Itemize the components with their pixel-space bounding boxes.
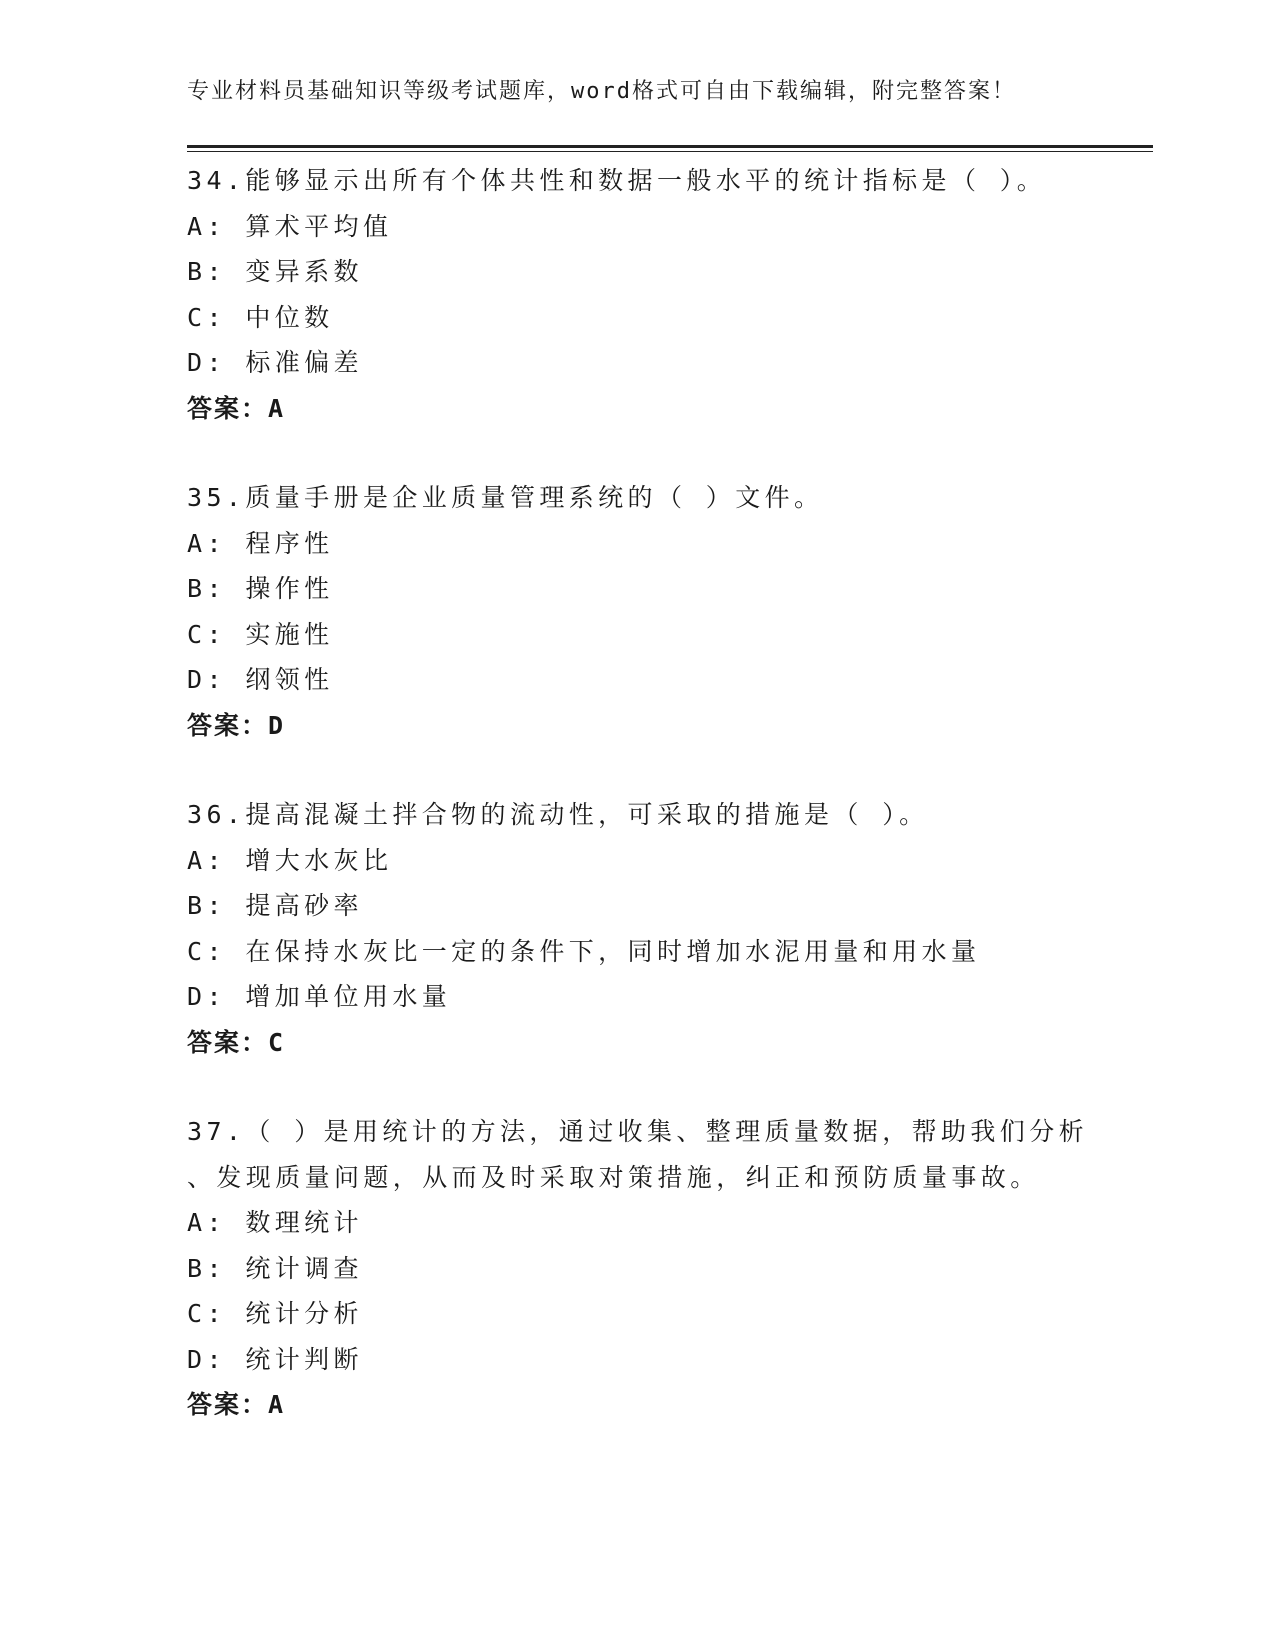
question-text-line-1: 37.（ ）是用统计的方法，通过收集、整理质量数据，帮助我们分析	[187, 1117, 1089, 1146]
option-b: B: 提高砂率	[187, 891, 363, 920]
option-a: A: 增大水灰比	[187, 845, 393, 875]
option-d: D: 增加单位用水量	[187, 982, 452, 1011]
option-d: D: 标准偏差	[187, 348, 363, 377]
page-header: 专业材料员基础知识等级考试题库，word格式可自由下载编辑，附完整答案！	[187, 79, 1016, 104]
option-b: B: 变异系数	[187, 257, 363, 286]
option-c: C: 在保持水灰比一定的条件下，同时增加水泥用量和用水量	[187, 936, 981, 966]
question-text: 35.质量手册是企业质量管理系统的（ ）文件。	[187, 483, 824, 512]
option-c: C: 实施性	[187, 619, 334, 649]
answer: 答案：D	[187, 710, 286, 740]
option-b: B: 操作性	[187, 574, 334, 603]
answer: 答案：A	[187, 1390, 286, 1419]
question-text: 34.能够显示出所有个体共性和数据一般水平的统计指标是（ ）。	[187, 166, 1047, 195]
answer: 答案：A	[187, 393, 286, 423]
option-a: A: 数理统计	[187, 1208, 363, 1237]
answer: 答案：C	[187, 1027, 286, 1057]
option-d: D: 统计判断	[187, 1344, 363, 1374]
header-divider-thick	[187, 145, 1153, 148]
question-37	[187, 1109, 1147, 1428]
option-c: C: 中位数	[187, 302, 334, 332]
option-c: C: 统计分析	[187, 1299, 363, 1328]
header-divider-thin	[187, 151, 1153, 152]
option-a: A: 程序性	[187, 528, 334, 558]
question-text: 36.提高混凝土拌合物的流动性，可采取的措施是（ ）。	[187, 800, 929, 829]
option-b: B: 统计调查	[187, 1253, 363, 1283]
option-a: A: 算术平均值	[187, 211, 393, 241]
question-35	[187, 475, 1147, 748]
option-d: D: 纲领性	[187, 665, 334, 694]
question-36	[187, 792, 1147, 1065]
question-list	[187, 158, 1147, 1472]
question-text-line-2: 、发现质量问题，从而及时采取对策措施，纠正和预防质量事故。	[187, 1162, 1040, 1192]
question-34	[187, 158, 1147, 431]
